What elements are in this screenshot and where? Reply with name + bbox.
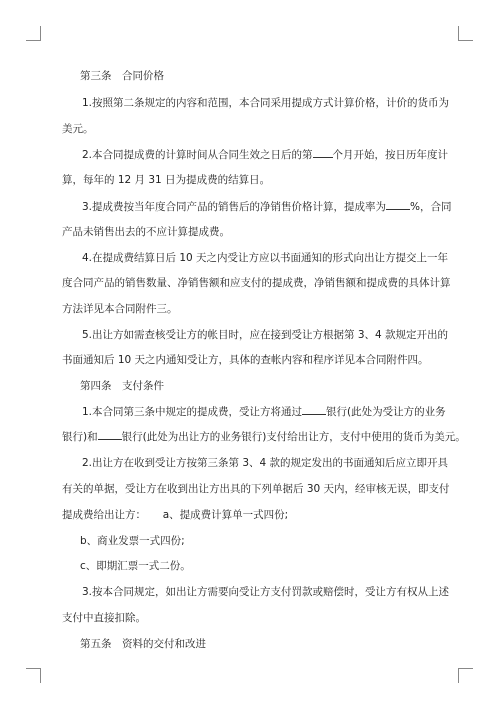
article3-p2-line2: 算，每年的 12 月 31 日为提成费的结算日。 <box>62 174 271 186</box>
article3-p2-text-a: 2.本合同提成费的计算时间从合同生效之日后的第 <box>82 149 313 161</box>
crop-mark-top-left <box>26 26 41 41</box>
blank-rate <box>386 198 410 210</box>
article4-item-c: c、即期汇票一式二份。 <box>80 560 191 572</box>
blank-months <box>313 146 333 158</box>
article5-heading: 第五条 资料的交付和改进 <box>80 638 206 650</box>
article4-p1-line1 <box>82 400 446 426</box>
article3-p3-text-a: 3.提成费按当年度合同产品的销售后的净销售价格计算，提成率为 <box>82 201 387 213</box>
article4-p3-line1: 3.按本合同规定，如出让方需要向受让方支付罚款或赔偿时，受让方有权从上述 <box>82 586 450 598</box>
article3-p3-line1 <box>82 195 452 221</box>
article4-p2-text-a: 提成费给出让方： <box>62 509 146 521</box>
crop-mark-bottom-right <box>458 668 473 683</box>
article4-heading: 第四条 支付条件 <box>80 380 164 392</box>
article3-p1-line1: 1.按照第二条规定的内容和范围，本合同采用提成方式计算价格，计价的货币为 <box>82 97 450 109</box>
blank-bank-1 <box>302 403 326 415</box>
crop-mark-bottom-left <box>26 668 41 683</box>
article4-p2-line3 <box>62 503 288 529</box>
article3-p5-line2: 书面通知后 10 天之内通知受让方，具体的查帐内容和程序详见本合同附件四。 <box>62 354 429 366</box>
article4-p1-line2 <box>62 425 466 451</box>
article3-p2-text-b: 个月开始，按日历年度计 <box>332 149 449 161</box>
article3-p4-line1: 4.在提成费结算日后 10 天之内受让方应以书面通知的形式向出让方提交上一年 <box>82 252 449 264</box>
crop-mark-top-right <box>458 26 473 41</box>
article3-p5-line1: 5.出让方如需查核受让方的帐目时，应在接到受让方根据第 3、4 款规定开出的 <box>82 329 449 341</box>
article4-p1-text-a: 1.本合同第三条中规定的提成费，受让方将通过 <box>82 406 303 418</box>
article4-item-a: a、提成费计算单一式四份; <box>162 509 289 521</box>
article3-heading: 第三条 合同价格 <box>80 70 164 82</box>
article4-p1-text-b: 银行(此处为受让方的业务 <box>326 406 446 418</box>
article3-p3-line2: 产品未销售出去的不应计算提成费。 <box>62 226 230 238</box>
article3-p4-line3: 方法详见本合同附件三。 <box>62 303 178 315</box>
article4-p3-line2: 支付中直接扣除。 <box>62 612 146 624</box>
article3-p1-line2: 美元。 <box>62 123 94 135</box>
article4-p2-line1: 2.出让方在收到受让方按第三条第 3、4 款的规定发出的书面通知后应立即开具 <box>82 457 449 469</box>
article3-p3-text-b: %，合同 <box>410 201 452 213</box>
article4-p1-text-c: 银行)和 <box>62 431 98 443</box>
article4-p2-line2: 有关的单据，受让方在收到出让方出具的下列单据后 30 天内，经审核无误，即支付 <box>62 483 450 495</box>
article4-p1-text-d: 银行(此处为出让方的业务银行)支付给出让方，支付中使用的货币为美元。 <box>121 431 466 443</box>
article3-p2-line1 <box>82 143 448 169</box>
blank-bank-2 <box>98 428 122 440</box>
article4-item-b: b、商业发票一式四份; <box>80 535 185 547</box>
article3-p4-line2: 度合同产品的销售数量、净销售额和应支付的提成费，净销售额和提成费的具体计算 <box>62 277 451 289</box>
